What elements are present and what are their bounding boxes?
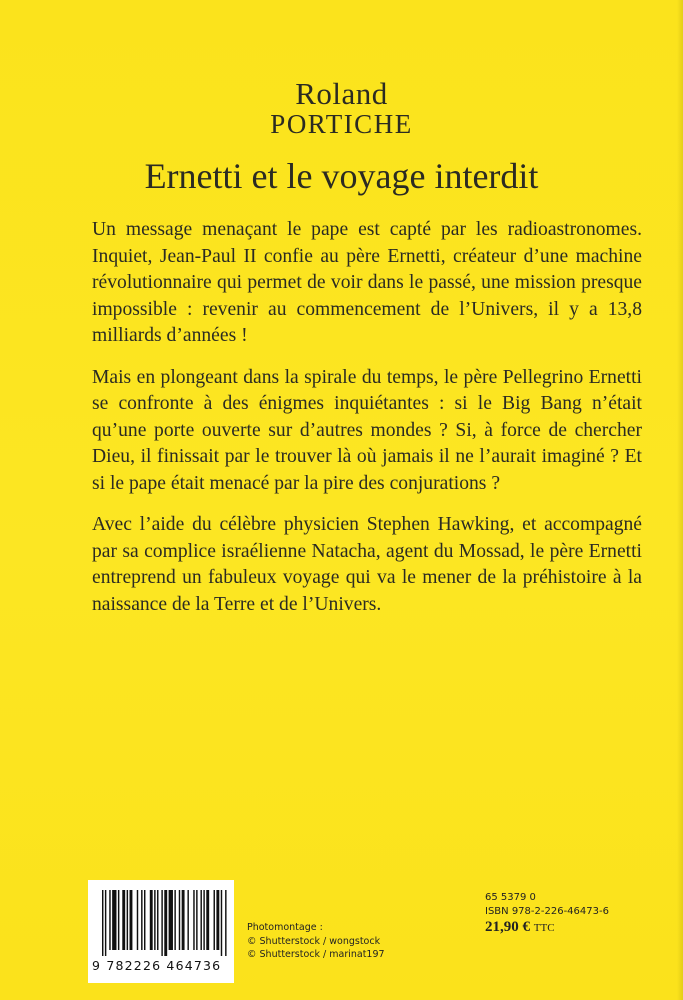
barcode-bar [164, 890, 167, 956]
book-title: Ernetti et le voyage interdit [144, 156, 539, 196]
barcode-bar [130, 890, 133, 950]
price [485, 921, 645, 936]
page-edge-shadow [677, 0, 683, 1000]
barcode-bar [144, 890, 145, 950]
blurb-paragraph-3: Avec l’aide du célèbre physicien Stephen Hawking, et accompagné par sa complice israélienne Natacha, agent du Mossad, le père Ernetti entreprend un fabuleux voyage qui va le mener de la préhistoire à la naissance de la Terre et de l’Univers. [92, 514, 642, 615]
barcode-bar [150, 890, 153, 950]
barcode-bar [216, 890, 219, 950]
barcode [88, 880, 234, 983]
barcode-bar [169, 890, 173, 950]
barcode-bar [127, 890, 128, 950]
barcode-bar [112, 890, 116, 950]
blurb-paragraph-2: Mais en plongeant dans la spirale du temps, le père Pellegrino Ernetti se confronte à des énigmes inquiétantes : si le Big Bang n’était qu’une porte ouverte sur d’autres mondes ? Si, à force de chercher Dieu, il finissait par le trouver là où jamais il ne l’aurait imaginé ? Et si le pape était menacé par la pire des conjurations ? [92, 366, 642, 494]
barcode-bar [187, 890, 188, 950]
barcode-bar [203, 890, 204, 950]
barcode-bar [105, 890, 106, 956]
barcode-bar [193, 890, 194, 950]
barcode-bars [102, 890, 228, 956]
credits-heading: Photomontage : [247, 922, 323, 933]
price-suffix: TTC [533, 922, 555, 934]
author-first-name: Roland [295, 76, 388, 111]
barcode-bar [157, 890, 158, 950]
barcode-bar [206, 890, 209, 950]
barcode-bar [182, 890, 185, 950]
barcode-bar [225, 890, 226, 956]
barcode-bar [137, 890, 138, 950]
credit-line: © Shutterstock / wongstock [247, 935, 381, 947]
barcode-bar [109, 890, 110, 950]
author-last-name: PORTICHE [270, 109, 413, 139]
barcode-bar [154, 890, 155, 950]
price-value: 21,90 € [485, 919, 530, 935]
blurb [92, 217, 642, 633]
barcode-bar [196, 890, 197, 950]
barcode-bar [221, 890, 222, 956]
barcode-bar [214, 890, 215, 950]
product-code: 65 5379 0 [485, 892, 536, 903]
barcode-digits: 9 782226 464736 [92, 958, 222, 973]
barcode-bar [200, 890, 201, 950]
barcode-bar [161, 890, 162, 956]
barcode-bar [122, 890, 125, 950]
credit-line: © Shutterstock / marinat197 [247, 949, 385, 960]
barcode-bar [102, 890, 103, 956]
book-meta [485, 891, 645, 936]
blurb-paragraph-1: Un message menaçant le pape est capté par les radioastronomes. Inquiet, Jean-Paul II confie au père Ernetti, créateur d’une machine révolutionnaire qui permet de voir dans le passé, une mission presque impossible : revenir au commencement de l’Univers, il y a 13,8 milliards d’années ! [92, 219, 642, 346]
isbn: ISBN 978-2-226-46473-6 [485, 905, 609, 917]
barcode-bar [141, 890, 142, 950]
barcode-bar [118, 890, 119, 950]
photo-credits [247, 921, 385, 962]
barcode-bar [179, 890, 180, 950]
barcode-bar [174, 890, 175, 950]
